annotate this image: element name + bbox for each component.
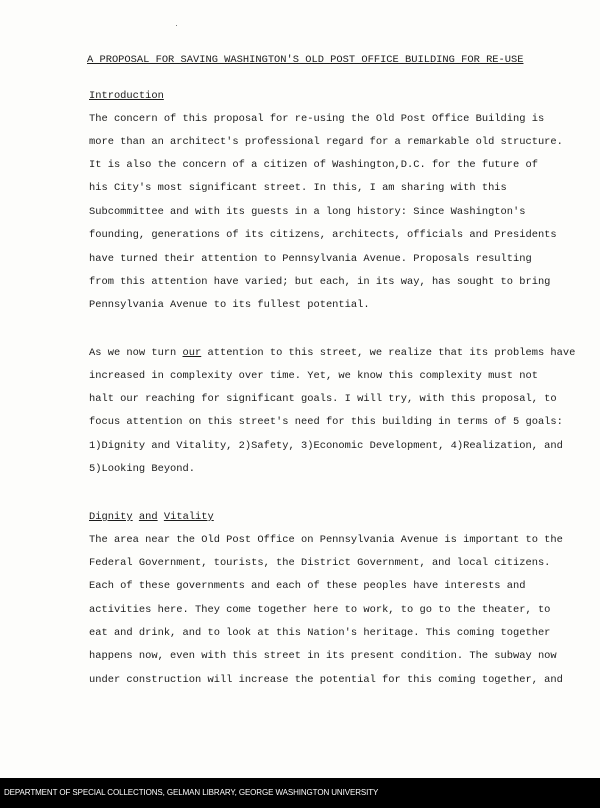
paragraph-line: focus attention on this street's need for this building in terms of 5 goals:	[89, 416, 563, 428]
text-run: attention to this street, we realize that its problems have	[201, 347, 576, 359]
paragraph-line: Federal Government, tourists, the District Government, and local citizens.	[89, 557, 551, 569]
heading-word: Dignity	[89, 511, 133, 523]
scan-speck	[176, 25, 177, 26]
archive-credit: DEPARTMENT OF SPECIAL COLLECTIONS, GELMAN LIBRARY, GEORGE WASHINGTON UNIVERSITY	[4, 788, 379, 797]
paragraph-line: 5)Looking Beyond.	[89, 463, 196, 475]
paragraph-line: have turned their attention to Pennsylvania Avenue. Proposals resulting	[89, 253, 532, 265]
paragraph-line: Subcommittee and with its guests in a long history: Since Washington's	[89, 206, 526, 218]
paragraph-line: The concern of this proposal for re-using the Old Post Office Building is	[89, 113, 545, 125]
section-heading-dignity-vitality	[89, 511, 214, 523]
paragraph-line: It is also the concern of a citizen of Washington,D.C. for the future of	[89, 159, 538, 171]
paragraph-line: 1)Dignity and Vitality, 2)Safety, 3)Economic Development, 4)Realization, and	[89, 440, 563, 452]
paragraph-line	[89, 347, 575, 359]
paragraph-line: Each of these governments and each of these peoples have interests and	[89, 580, 526, 592]
paragraph-line: Pennsylvania Avenue to its fullest potential.	[89, 299, 370, 311]
paragraph-line: activities here. They come together here to work, to go to the theater, to	[89, 604, 551, 616]
emphasized-word: our	[182, 347, 202, 359]
heading-word: Vitality	[163, 511, 214, 523]
section-heading-introduction: Introduction	[89, 90, 164, 102]
text-run: As we now turn	[89, 347, 183, 359]
archive-footer-bar	[0, 778, 600, 808]
paragraph-line: more than an architect's professional regard for a remarkable old structure.	[89, 136, 563, 148]
heading-word: and	[138, 511, 158, 523]
document-title: A PROPOSAL FOR SAVING WASHINGTON'S OLD POST OFFICE BUILDING FOR RE-USE	[87, 54, 524, 66]
paragraph-line: his City's most significant street. In this, I am sharing with this	[89, 182, 507, 194]
paragraph-line: under construction will increase the potential for this coming together, and	[89, 674, 563, 686]
paragraph-line: from this attention have varied; but each, in its way, has sought to bring	[89, 276, 551, 288]
paragraph-line: halt our reaching for significant goals. I will try, with this proposal, to	[89, 393, 557, 405]
paragraph-line: happens now, even with this street in its present condition. The subway now	[89, 650, 557, 662]
paragraph-line: founding, generations of its citizens, architects, officials and Presidents	[89, 229, 557, 241]
paragraph-line: increased in complexity over time. Yet, we know this complexity must not	[89, 370, 538, 382]
paragraph-line: The area near the Old Post Office on Pennsylvania Avenue is important to the	[89, 534, 563, 546]
paragraph-line: eat and drink, and to look at this Nation's heritage. This coming together	[89, 627, 551, 639]
